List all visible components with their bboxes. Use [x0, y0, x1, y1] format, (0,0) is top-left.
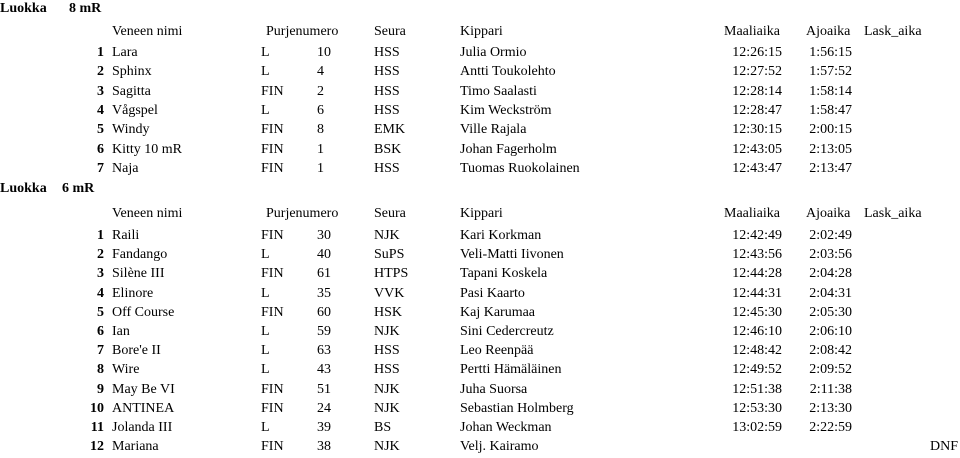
table-header [0, 23, 960, 42]
position-cell: 1 [97, 228, 104, 243]
elapsed-time-cell: 2:06:10 [809, 324, 852, 339]
table-header [0, 205, 960, 224]
table-row [0, 246, 960, 265]
country-cell: L [261, 247, 270, 262]
header-finish-time: Maaliaika [724, 206, 780, 221]
country-cell: L [261, 45, 270, 60]
luokka-label: Luokka [0, 1, 47, 16]
club-cell: HTPS [374, 266, 409, 281]
elapsed-time-cell: 2:08:42 [809, 343, 852, 358]
table-row [0, 419, 960, 438]
skipper-cell: Velj. Kairamo [460, 439, 539, 454]
club-cell: NJK [374, 401, 400, 416]
club-cell: HSK [374, 305, 403, 320]
finish-time-cell: 12:26:15 [732, 45, 782, 60]
club-cell: HSS [374, 362, 400, 377]
boat-name-cell: Mariana [112, 439, 159, 454]
class-name: 6 mR [62, 181, 95, 196]
luokka-label: Luokka [0, 181, 47, 196]
boat-name-cell: Raili [112, 228, 140, 243]
skipper-cell: Veli-Matti Iivonen [460, 247, 564, 262]
skipper-cell: Juha Suorsa [460, 382, 528, 397]
header-corrected-time: Lask_aika [864, 206, 922, 221]
elapsed-time-cell: 2:09:52 [809, 362, 852, 377]
elapsed-time-cell: 2:04:31 [809, 286, 852, 301]
table-row [0, 44, 960, 63]
club-cell: HSS [374, 64, 400, 79]
table-row [0, 400, 960, 419]
boat-name-cell: Bore'e II [112, 343, 161, 358]
table-row [0, 285, 960, 304]
country-cell: L [261, 324, 270, 339]
elapsed-time-cell: 2:11:38 [809, 382, 852, 397]
position-cell: 3 [97, 84, 104, 99]
sail-number-cell: 4 [317, 64, 324, 79]
table-row [0, 83, 960, 102]
table-row [0, 323, 960, 342]
elapsed-time-cell: 2:04:28 [809, 266, 852, 281]
sail-number-cell: 6 [317, 103, 324, 118]
table-row [0, 438, 960, 457]
elapsed-time-cell: 2:13:30 [809, 401, 852, 416]
class-name: 8 mR [69, 1, 102, 16]
country-cell: FIN [261, 266, 284, 281]
elapsed-time-cell: 1:58:47 [809, 103, 852, 118]
country-cell: FIN [261, 382, 284, 397]
skipper-cell: Pasi Kaarto [460, 286, 525, 301]
header-sail-number: Purjenumero [266, 24, 339, 39]
position-cell: 11 [90, 420, 104, 435]
club-cell: HSS [374, 161, 400, 176]
finish-time-cell: 12:43:56 [732, 247, 782, 262]
skipper-cell: Johan Fagerholm [460, 142, 557, 157]
club-cell: HSS [374, 45, 400, 60]
skipper-cell: Timo Saalasti [460, 84, 537, 99]
club-cell: HSS [374, 103, 400, 118]
boat-name-cell: Windy [112, 122, 150, 137]
position-cell: 2 [97, 247, 104, 262]
country-cell: L [261, 420, 270, 435]
header-corrected-time: Lask_aika [864, 24, 922, 39]
sail-number-cell: 30 [317, 228, 331, 243]
elapsed-time-cell: 2:03:56 [809, 247, 852, 262]
header-boat-name: Veneen nimi [112, 206, 183, 221]
position-cell: 5 [97, 122, 104, 137]
boat-name-cell: Sphinx [112, 64, 152, 79]
finish-time-cell: 12:46:10 [732, 324, 782, 339]
boat-name-cell: Wire [112, 362, 140, 377]
country-cell: FIN [261, 142, 284, 157]
finish-time-cell: 12:28:14 [732, 84, 782, 99]
position-cell: 12 [90, 439, 104, 454]
table-row [0, 381, 960, 400]
position-cell: 9 [97, 382, 104, 397]
finish-time-cell: 12:53:30 [732, 401, 782, 416]
header-finish-time: Maaliaika [724, 24, 780, 39]
sail-number-cell: 2 [317, 84, 324, 99]
country-cell: L [261, 64, 270, 79]
sail-number-cell: 35 [317, 286, 331, 301]
finish-time-cell: 12:45:30 [732, 305, 782, 320]
country-cell: FIN [261, 228, 284, 243]
header-skipper: Kippari [460, 24, 503, 39]
position-cell: 2 [97, 64, 104, 79]
boat-name-cell: Ian [112, 324, 130, 339]
club-cell: NJK [374, 382, 400, 397]
sail-number-cell: 43 [317, 362, 331, 377]
table-row [0, 342, 960, 361]
sail-number-cell: 63 [317, 343, 331, 358]
club-cell: VVK [374, 286, 405, 301]
position-cell: 7 [97, 343, 104, 358]
position-cell: 3 [97, 266, 104, 281]
finish-time-cell: 12:44:31 [732, 286, 782, 301]
country-cell: FIN [261, 122, 284, 137]
finish-time-cell: 13:02:59 [732, 420, 782, 435]
club-cell: HSS [374, 343, 400, 358]
position-cell: 7 [97, 161, 104, 176]
country-cell: FIN [261, 161, 284, 176]
skipper-cell: Ville Rajala [460, 122, 527, 137]
elapsed-time-cell: 1:56:15 [809, 45, 852, 60]
elapsed-time-cell: 2:13:47 [809, 161, 852, 176]
boat-name-cell: Off Course [112, 305, 175, 320]
finish-time-cell: 12:49:52 [732, 362, 782, 377]
boat-name-cell: Sagitta [112, 84, 151, 99]
header-elapsed-time: Ajoaika [806, 24, 851, 39]
header-boat-name: Veneen nimi [112, 24, 183, 39]
skipper-cell: Leo Reenpää [460, 343, 534, 358]
finish-time-cell: 12:42:49 [732, 228, 782, 243]
table-row [0, 63, 960, 82]
sail-number-cell: 40 [317, 247, 331, 262]
country-cell: L [261, 343, 270, 358]
club-cell: BS [374, 420, 392, 435]
skipper-cell: Sebastian Holmberg [460, 401, 574, 416]
elapsed-time-cell: 2:00:15 [809, 122, 852, 137]
position-cell: 5 [97, 305, 104, 320]
skipper-cell: Tuomas Ruokolainen [460, 161, 580, 176]
elapsed-time-cell: 1:57:52 [809, 64, 852, 79]
table-row [0, 265, 960, 284]
table-row [0, 141, 960, 160]
position-cell: 8 [97, 362, 104, 377]
table-row [0, 227, 960, 246]
elapsed-time-cell: 1:58:14 [809, 84, 852, 99]
boat-name-cell: Naja [112, 161, 139, 176]
table-row [0, 361, 960, 380]
boat-name-cell: May Be VI [112, 382, 175, 397]
sail-number-cell: 1 [317, 161, 324, 176]
position-cell: 1 [97, 45, 104, 60]
sail-number-cell: 38 [317, 439, 331, 454]
finish-time-cell: 12:51:38 [732, 382, 782, 397]
table-row [0, 304, 960, 323]
finish-time-cell: 12:48:42 [732, 343, 782, 358]
header-skipper: Kippari [460, 206, 503, 221]
position-cell: 4 [97, 286, 104, 301]
club-cell: EMK [374, 122, 406, 137]
skipper-cell: Kari Korkman [460, 228, 542, 243]
sail-number-cell: 8 [317, 122, 324, 137]
finish-time-cell: 12:44:28 [732, 266, 782, 281]
finish-time-cell: 12:43:05 [732, 142, 782, 157]
position-cell: 10 [90, 401, 104, 416]
club-cell: HSS [374, 84, 400, 99]
boat-name-cell: Vågspel [112, 103, 158, 118]
country-cell: FIN [261, 305, 284, 320]
skipper-cell: Pertti Hämäläinen [460, 362, 562, 377]
sail-number-cell: 10 [317, 45, 331, 60]
skipper-cell: Tapani Koskela [460, 266, 548, 281]
boat-name-cell: Elinore [112, 286, 154, 301]
header-elapsed-time: Ajoaika [806, 206, 851, 221]
country-cell: FIN [261, 401, 284, 416]
elapsed-time-cell: 2:13:05 [809, 142, 852, 157]
elapsed-time-cell: 2:02:49 [809, 228, 852, 243]
finish-time-cell: 12:27:52 [732, 64, 782, 79]
sail-number-cell: 59 [317, 324, 331, 339]
boat-name-cell: Kitty 10 mR [112, 142, 183, 157]
position-cell: 6 [97, 324, 104, 339]
corrected-time-cell: DNF [929, 439, 958, 454]
skipper-cell: Kim Weckström [460, 103, 552, 118]
club-cell: BSK [374, 142, 402, 157]
club-cell: NJK [374, 324, 400, 339]
club-cell: NJK [374, 228, 400, 243]
country-cell: L [261, 103, 270, 118]
skipper-cell: Antti Toukolehto [460, 64, 556, 79]
boat-name-cell: Silène III [112, 266, 165, 281]
elapsed-time-cell: 2:22:59 [809, 420, 852, 435]
sail-number-cell: 51 [317, 382, 331, 397]
table-row [0, 160, 960, 179]
boat-name-cell: ANTINEA [112, 401, 175, 416]
country-cell: L [261, 286, 270, 301]
header-club: Seura [374, 24, 406, 39]
finish-time-cell: 12:30:15 [732, 122, 782, 137]
boat-name-cell: Lara [112, 45, 138, 60]
sail-number-cell: 60 [317, 305, 331, 320]
position-cell: 6 [97, 142, 104, 157]
country-cell: FIN [261, 84, 284, 99]
club-cell: NJK [374, 439, 400, 454]
skipper-cell: Sini Cedercreutz [460, 324, 554, 339]
table-row [0, 121, 960, 140]
skipper-cell: Kaj Karumaa [460, 305, 536, 320]
sail-number-cell: 39 [317, 420, 331, 435]
country-cell: FIN [261, 439, 284, 454]
sail-number-cell: 1 [317, 142, 324, 157]
elapsed-time-cell: 2:05:30 [809, 305, 852, 320]
sail-number-cell: 24 [317, 401, 331, 416]
country-cell: L [261, 362, 270, 377]
table-row [0, 102, 960, 121]
position-cell: 4 [97, 103, 104, 118]
club-cell: SuPS [374, 247, 405, 262]
sail-number-cell: 61 [317, 266, 331, 281]
finish-time-cell: 12:28:47 [732, 103, 782, 118]
header-sail-number: Purjenumero [266, 206, 339, 221]
finish-time-cell: 12:43:47 [732, 161, 782, 176]
skipper-cell: Johan Weckman [460, 420, 552, 435]
boat-name-cell: Fandango [112, 247, 168, 262]
boat-name-cell: Jolanda III [112, 420, 173, 435]
skipper-cell: Julia Ormio [460, 45, 527, 60]
header-club: Seura [374, 206, 406, 221]
